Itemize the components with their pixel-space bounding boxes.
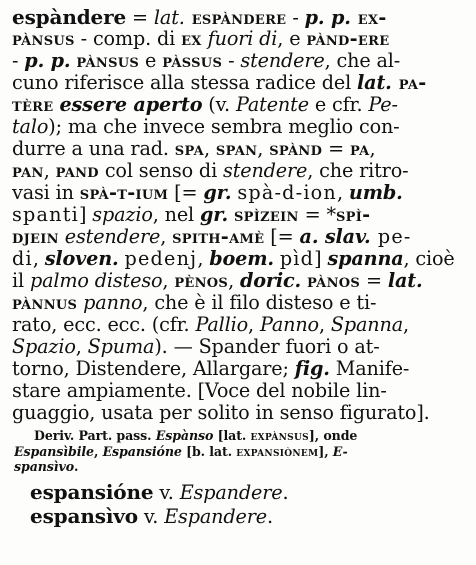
text: lat.: [357, 72, 392, 94]
text: ,: [402, 314, 409, 336]
entry-line-13: [12, 270, 466, 292]
text: , che ritro-: [307, 160, 409, 182]
headword: espàndere: [12, 6, 127, 29]
text: ,: [43, 160, 56, 182]
text: pènos: [174, 270, 229, 292]
entry-espansione: [30, 481, 466, 504]
text: Espànso: [155, 428, 214, 443]
text: =: [360, 270, 388, 292]
text: pànsus: [12, 28, 75, 50]
entry-line-15: [12, 314, 466, 336]
entry-line-3: [12, 50, 466, 72]
text: pìd: [279, 248, 315, 270]
text: span: [215, 138, 258, 160]
text: sloven.: [44, 248, 119, 270]
text: [lat.: [213, 428, 251, 443]
text: ex: [181, 28, 202, 50]
text: gr.: [200, 204, 228, 226]
text: pe-: [370, 226, 412, 248]
text: boem.: [209, 248, 274, 270]
text: .: [282, 481, 289, 504]
text: ,: [318, 314, 331, 336]
text: Espansióne: [102, 444, 182, 459]
text: ex-: [350, 6, 387, 29]
text: , cioè: [403, 248, 455, 270]
text: Deriv. Part. pass.: [34, 428, 156, 443]
text: stendere: [240, 50, 325, 72]
entry-line-16: [12, 336, 466, 358]
text: tère: [12, 94, 54, 116]
text: spanna: [327, 248, 404, 270]
text: ,: [162, 270, 175, 292]
entry-line-8: [12, 160, 466, 182]
text: pànsus: [76, 50, 140, 72]
text: espàndere: [184, 6, 287, 29]
text: spà-t-ium: [79, 182, 169, 204]
text: estendere: [64, 226, 161, 248]
text: Spuma: [87, 336, 155, 358]
text: fuori di: [207, 28, 278, 50]
text: expànsus: [250, 428, 309, 443]
entry-line-19: [12, 402, 466, 424]
headword: espansìvo: [30, 505, 138, 528]
text: rato, ecc. ecc. (cfr.: [12, 314, 196, 336]
text: Pallio: [195, 314, 249, 336]
entry-line-11: [12, 226, 466, 248]
text: spìzein: [233, 204, 299, 226]
entry-line-6: [12, 116, 466, 138]
text: spansìvo: [14, 459, 75, 474]
text: durre a una rad.: [12, 138, 175, 160]
text: spanti: [12, 204, 79, 226]
text: col senso di: [98, 160, 223, 182]
text: torno, Distendere, Allargare;: [12, 358, 295, 380]
text: , e: [277, 28, 307, 50]
text: ]: [314, 248, 328, 270]
text: -: [222, 50, 241, 72]
text: spith-amè: [172, 226, 265, 248]
text: pedenj: [124, 248, 198, 270]
entry-line-14: [12, 292, 466, 314]
deriv-line-1: [34, 428, 466, 443]
text: =: [322, 138, 350, 160]
text: spa: [174, 138, 204, 160]
text: Panno: [259, 314, 319, 336]
text: panno: [83, 292, 143, 314]
text: djein: [12, 226, 59, 248]
text: ,: [228, 270, 241, 292]
text: ,: [336, 182, 349, 204]
text: Espansìbile: [14, 444, 94, 459]
text: pan: [12, 160, 44, 182]
text: stendere: [223, 160, 308, 182]
text: pa-: [391, 72, 427, 94]
deriv-line-2: [14, 444, 466, 459]
entry-espansivo: [30, 505, 466, 528]
text: .: [74, 459, 79, 474]
text: - comp. di: [74, 28, 182, 50]
text: lat.: [387, 270, 423, 292]
text: ,: [369, 138, 376, 160]
headword: espansióne: [30, 481, 154, 504]
text: cuno riferisce alla stessa radice del: [12, 72, 358, 94]
text: ,: [32, 248, 45, 270]
text: pànos: [307, 270, 361, 292]
text: il: [12, 270, 30, 292]
text: e: [139, 50, 163, 72]
text: .: [266, 505, 273, 528]
text: p. p.: [24, 50, 71, 72]
text: e cfr.: [308, 94, 369, 116]
text: =: [126, 6, 154, 29]
text: , nel: [152, 204, 200, 226]
text: Espandere: [179, 481, 283, 504]
deriv-line-3: [14, 459, 466, 474]
text: a. slav.: [299, 226, 371, 248]
text: palmo disteso: [29, 270, 163, 292]
text: ); ma che invece sembra meglio con-: [48, 116, 400, 138]
text: ,: [248, 314, 260, 336]
text: [b. lat.: [181, 444, 237, 459]
text: [=: [264, 226, 300, 248]
text: stare ampiamente. [Voce del nobile lin-: [12, 380, 387, 402]
text: vasi in: [12, 182, 80, 204]
text: pàssus: [162, 50, 223, 72]
text: di: [12, 248, 33, 270]
text: ], onde: [308, 428, 358, 443]
text: doric.: [240, 270, 302, 292]
text: Manife-: [329, 358, 410, 380]
text: ,: [204, 138, 216, 160]
text: -: [286, 6, 305, 29]
text: (v.: [202, 94, 236, 116]
text: ,: [160, 226, 173, 248]
text: spà-d-ion: [237, 182, 337, 204]
text: guaggio, usata per solito in senso figurato].: [12, 402, 430, 424]
text: pànd-ere: [306, 28, 390, 50]
text: talo: [12, 116, 49, 138]
text: spazio: [92, 204, 153, 226]
text: essere aperto: [59, 94, 203, 116]
text: pànnus: [12, 292, 78, 314]
text: [=: [168, 182, 204, 204]
entry-line-18: [12, 380, 466, 402]
text: , che è il filo disteso e ti-: [142, 292, 377, 314]
text: v.: [153, 481, 180, 504]
text: ). — Spander fuori o at-: [154, 336, 380, 358]
text: = *: [298, 204, 336, 226]
entry-line-10: [12, 204, 466, 226]
text: fig.: [294, 358, 330, 380]
text: Spanna: [330, 314, 403, 336]
entry-line-1: [12, 6, 466, 29]
entry-line-7: [12, 138, 466, 160]
text: Espandere: [164, 505, 267, 528]
entry-line-17: [12, 358, 466, 380]
entry-line-2: [12, 28, 466, 50]
text: pa: [350, 138, 370, 160]
text: E-: [332, 444, 348, 459]
text: ],: [318, 444, 333, 459]
text: ,: [197, 248, 210, 270]
text: spì-: [335, 204, 371, 226]
entry-line-4: [12, 72, 466, 94]
text: Pe-: [368, 94, 398, 116]
text: expansiònem: [236, 444, 319, 459]
entry-line-9: [12, 182, 466, 204]
text: Spazio: [12, 336, 76, 358]
text: , che al-: [324, 50, 401, 72]
text: pand: [55, 160, 99, 182]
text: ,: [257, 138, 270, 160]
text: umb.: [348, 182, 403, 204]
text: spànd: [269, 138, 323, 160]
text: ,: [75, 336, 88, 358]
text: ,: [93, 444, 103, 459]
entry-line-5: [12, 94, 466, 116]
text: -: [12, 50, 25, 72]
text: v.: [137, 505, 165, 528]
text: gr.: [203, 182, 232, 204]
text: p. p.: [304, 6, 351, 29]
text: ]: [78, 204, 93, 226]
entry-line-12: [12, 248, 466, 270]
text: lat.: [153, 6, 185, 29]
text: Patente: [235, 94, 309, 116]
